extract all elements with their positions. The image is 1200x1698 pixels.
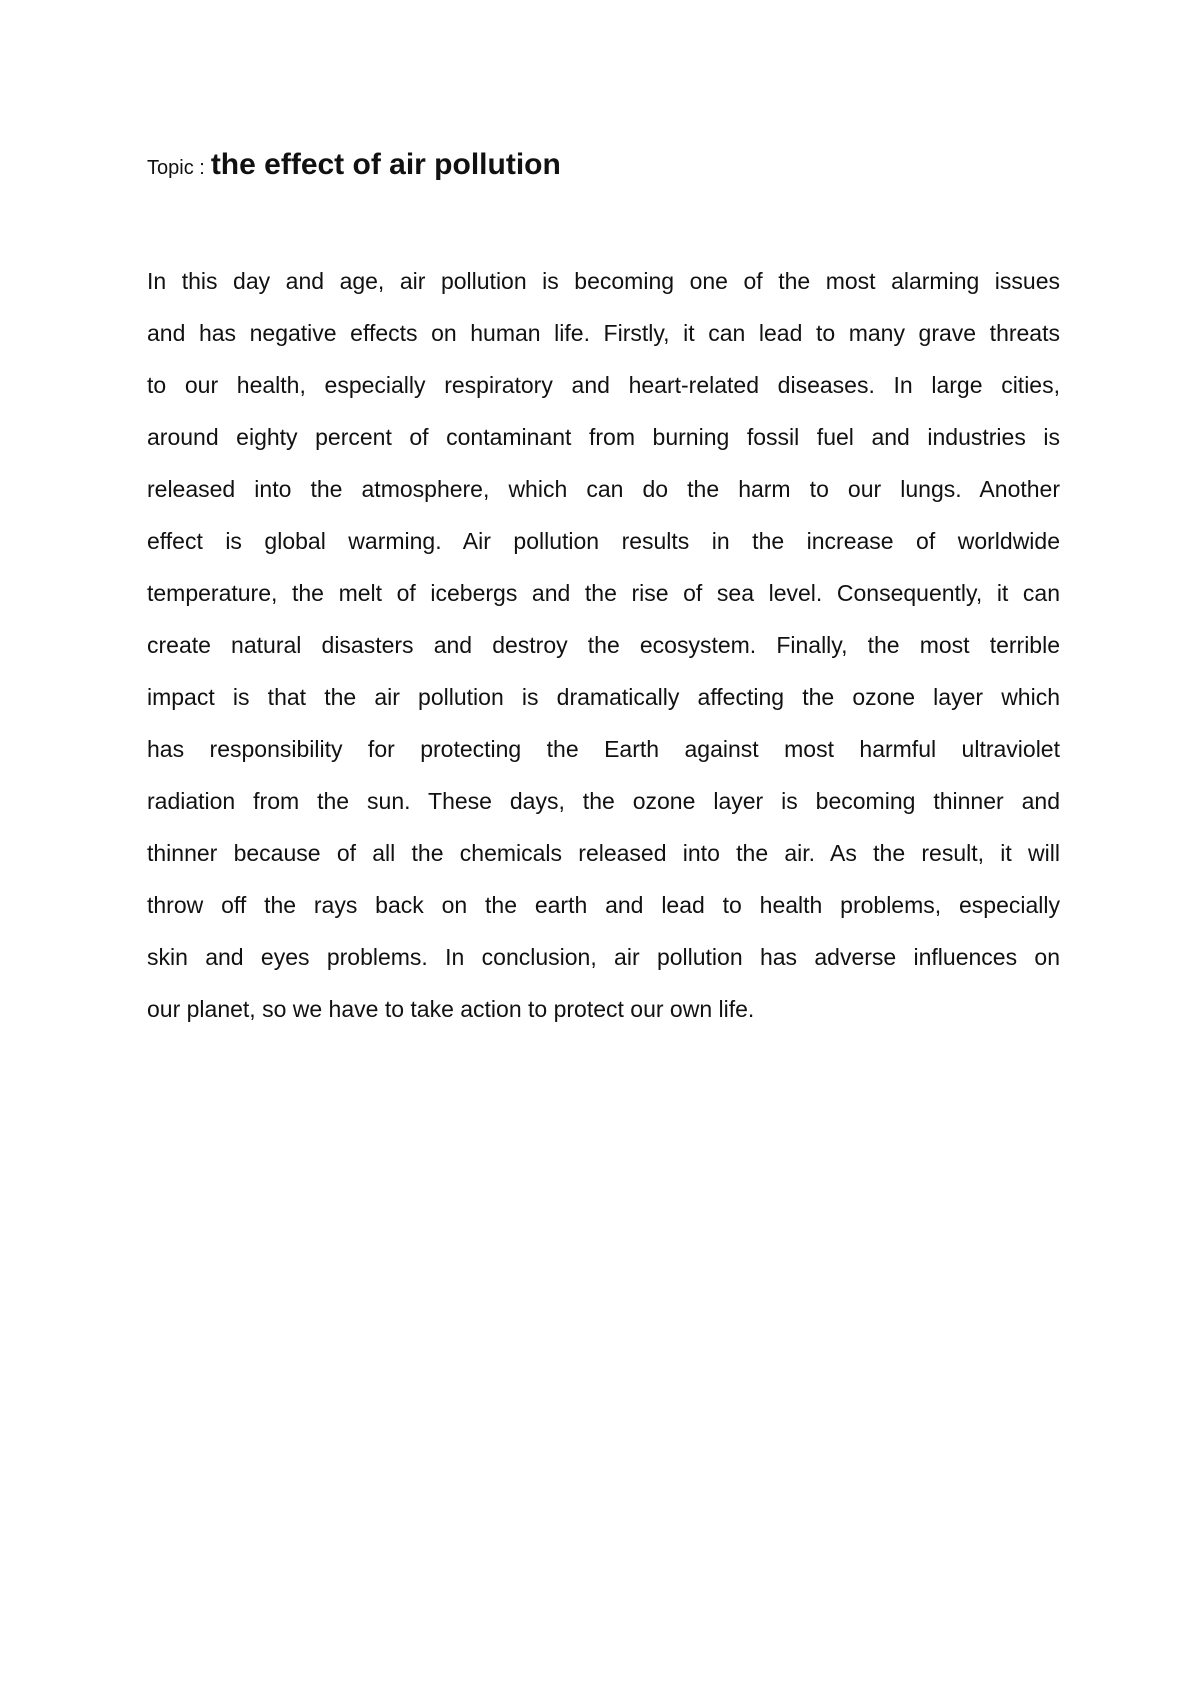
essay-line: throw off the rays back on the earth and lead to health problems, especially [147,892,1060,918]
essay-line: has responsibility for protecting the Earth against most harmful ultraviolet [147,736,1060,762]
topic-title: the effect of air pollution [210,148,561,181]
essay-line: and has negative effects on human life. Firstly, it can lead to many grave threats [147,320,1060,346]
essay-line: to our health, especially respiratory and heart-related diseases. In large cities, [147,372,1060,398]
essay-line: skin and eyes problems. In conclusion, air pollution has adverse influences on [147,944,1060,970]
essay-line: create natural disasters and destroy the ecosystem. Finally, the most terrible [147,632,1060,658]
essay-line: impact is that the air pollution is dramatically affecting the ozone layer which [147,684,1060,710]
essay-line: temperature, the melt of icebergs and the rise of sea level. Consequently, it can [147,580,1060,606]
essay-line: thinner because of all the chemicals released into the air. As the result, it will [147,840,1060,866]
essay-line: around eighty percent of contaminant from burning fossil fuel and industries is [147,424,1060,450]
essay-line: radiation from the sun. These days, the ozone layer is becoming thinner and [147,788,1060,814]
essay-paragraph [147,266,1060,1046]
topic-heading [147,148,561,182]
topic-prefix: Topic : [147,157,205,179]
essay-line: effect is global warming. Air pollution results in the increase of worldwide [147,528,1060,554]
essay-line: In this day and age, air pollution is becoming one of the most alarming issues [147,268,1060,294]
essay-line: released into the atmosphere, which can do the harm to our lungs. Another [147,476,1060,502]
essay-line: our planet, so we have to take action to protect our own life. [147,996,755,1022]
